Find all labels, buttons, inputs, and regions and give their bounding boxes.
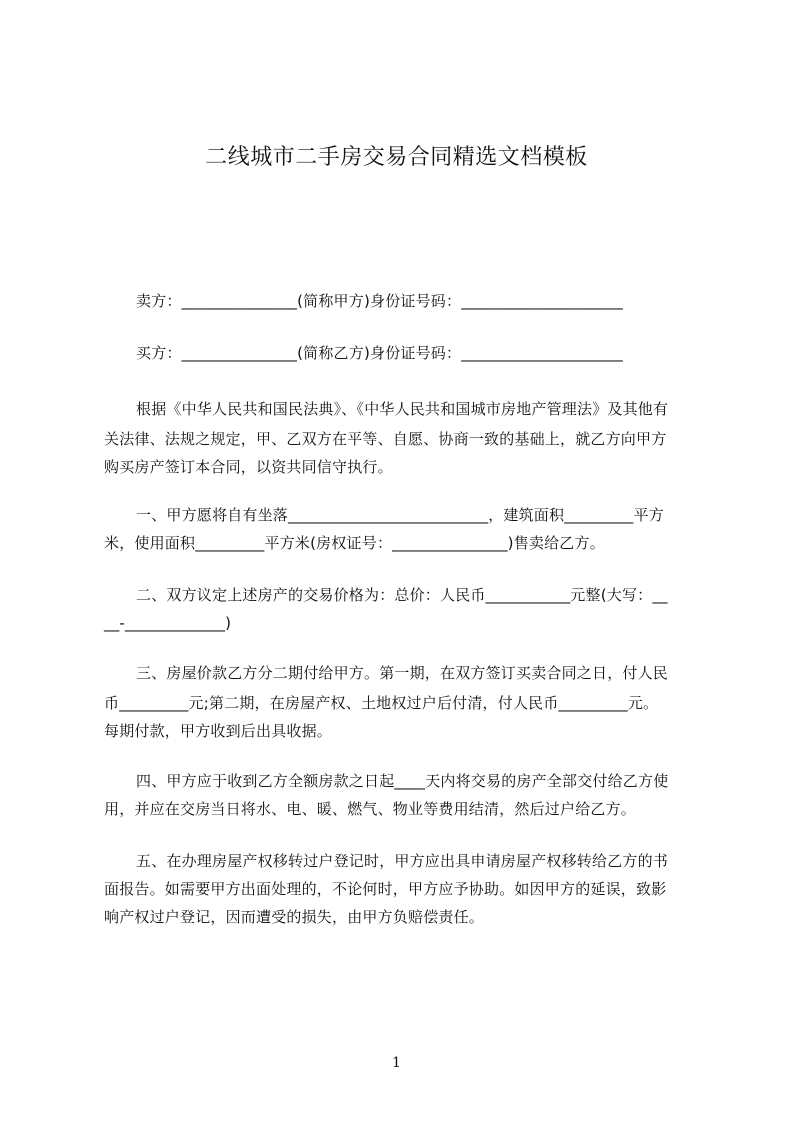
preamble-line-1: 根据《中华人民共和国民法典》、《中华人民共和国城市房地产管理法》及其他有 xyxy=(136,400,669,418)
seller-line: 卖方：_______________(简称甲方)身份证号码：_____________________ xyxy=(136,292,623,310)
document-title: 二线城市二手房交易合同精选文档模板 xyxy=(205,145,588,170)
clause3-line-3: 每期付款，甲方收到后出具收据。 xyxy=(104,722,333,740)
clause2-line-1: 二、双方议定上述房产的交易价格为：总价：人民币___________元整(大写：__ xyxy=(136,586,668,604)
clause3-line-2: 币_________元;第二期，在房屋产权、土地权过户后付清，付人民币_________元。 xyxy=(104,694,659,712)
preamble-line-3: 购买房产签订本合同，以资共同信守执行。 xyxy=(104,458,393,476)
clause4-line-2: 用，并应在交房当日将水、电、暖、燃气、物业等费用结清，然后过户给乙方。 xyxy=(104,800,637,818)
clause1-line-1: 一、甲方愿将自有坐落__________________________，建筑面积_________平方 xyxy=(136,506,664,524)
clause5-line-2: 面报告。如需要甲方出面处理的，不论何时，甲方应予协助。如因甲方的延误，致影 xyxy=(104,880,667,898)
clause3-line-1: 三、房屋价款乙方分二期付给甲方。第一期，在双方签订买卖合同之日，付人民 xyxy=(136,664,669,682)
clause1-line-2: 米，使用面积_________平方米(房权证号：_______________)售卖给乙方。 xyxy=(104,534,605,552)
clause4-line-1: 四、甲方应于收到乙方全额房款之日起____天内将交易的房产全部交付给乙方使 xyxy=(136,772,669,790)
page-number: 1 xyxy=(392,1055,401,1071)
preamble-line-2: 关法律、法规之规定，甲、乙双方在平等、自愿、协商一致的基础上，就乙方向甲方 xyxy=(104,430,667,448)
clause5-line-1: 五、在办理房屋产权移转过户登记时，甲方应出具申请房屋产权移转给乙方的书 xyxy=(136,852,669,870)
clause5-line-3: 响产权过户登记，因而遭受的损失，由甲方负赔偿责任。 xyxy=(104,908,485,926)
buyer-line: 买方：_______________(简称乙方)身份证号码：_____________________ xyxy=(136,344,623,362)
clause2-line-2: __-_____________) xyxy=(104,614,232,632)
